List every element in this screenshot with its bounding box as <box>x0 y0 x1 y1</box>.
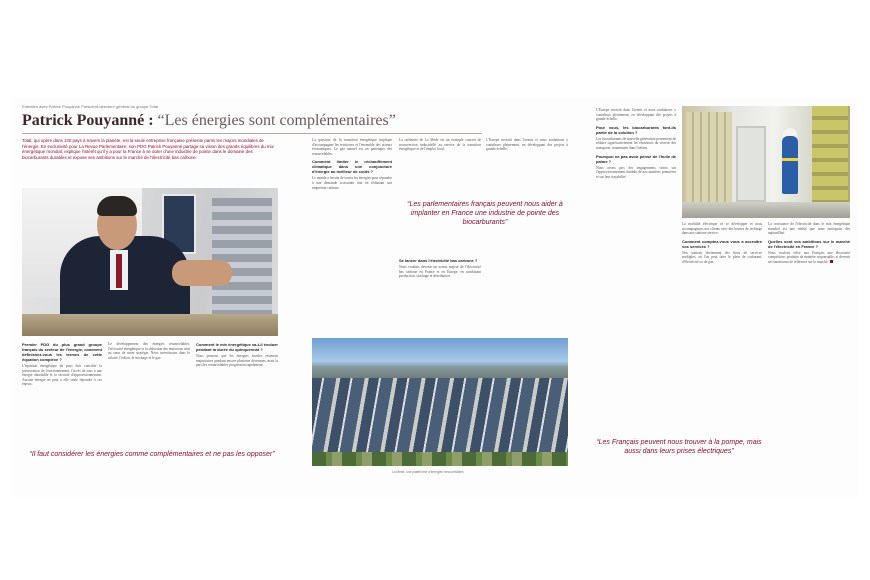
answer-text: Les biocarburants de nouvelle génération permettent de réduire significativement les émissions du secteur des transports, notamment dans l'aérien. <box>596 136 676 150</box>
text-column-9 <box>768 222 850 268</box>
text-column-7 <box>596 108 676 182</box>
solar-farm-photo <box>312 338 568 466</box>
question-heading: Comment comptez-vous vous a accroître vos services ? <box>682 238 762 249</box>
headline-name: Patrick Pouyanné : <box>22 112 154 129</box>
text-column-3 <box>196 342 278 371</box>
answer-text: L'Europe investit dans l'avenir et nous souhaitons y contribuer pleinement, en développant des projets à grande échelle. <box>486 138 568 152</box>
answer-text: La question de la transition énergétique implique d'accompagner les territoires et l'ensemble des acteurs économiques. Le gaz naturel est un partenaire des renouvelables. <box>312 138 392 156</box>
answer-text-final: Nous voulons offrir aux Français une électricité compétitive, produite de manière responsable, et devenir un fournisseur de référence sur le marché. <box>768 250 850 264</box>
question-heading: Quelles sont vos ambitions sur le marché de l'électricité en France ? <box>768 238 850 249</box>
text-column-5 <box>399 138 481 155</box>
answer-text: Le développement des énergies renouvelables, l'efficacité énergétique et la réduction des émissions sont au cœur de notre stratégie. Nous investissons dans le solaire, l'éolien, le stockage et le gaz. <box>108 342 190 360</box>
answer-text <box>768 251 850 265</box>
text-column-2 <box>108 342 190 363</box>
answer-text: Nous avons pris des engagements stricts sur l'approvisionnement durable de nos matières premières et sur leur traçabilité. <box>596 165 676 179</box>
text-column-5b <box>399 258 481 282</box>
ceo-photo <box>22 188 278 336</box>
answer-text: L'équation énergétique du pays doit concilier la préservation de l'environnement, l'accès de tous à une énergie abordable et la sécurité d'approvisionnement. Aucune énergie ne peut à elle seule répondre à ces enjeux. <box>22 364 102 387</box>
article-kicker: Entretien avec Patrick Pouyanné Président-directeur général du groupe Total <box>22 104 159 109</box>
question-heading: Pourquoi ne pas avoir pensé de l'huile de palme ? <box>596 153 676 164</box>
question-heading: Comment le mix énergétique va-t-il évoluer pendant la durée du quinquennat ? <box>196 342 278 352</box>
industrial-plant-photo <box>682 106 850 218</box>
text-column-6 <box>486 138 568 155</box>
end-mark <box>830 260 833 263</box>
answer-text: La raffinerie de La Mède est un exemple concret de reconversion industrielle au service de la transition énergétique et de l'emploi local. <box>399 138 481 152</box>
question-heading: Premier PDG du plus grand groupe français du secteur de l'énergie, comment définissez-vous les termes de cette équation complexe ? <box>22 342 102 362</box>
article-headline <box>22 112 482 130</box>
headline-divider <box>22 133 482 134</box>
answer-text: Le monde a besoin de toutes les énergies pour répondre à une demande croissante tout en réduisant son empreinte carbone. <box>312 176 392 190</box>
pullquote-left: “Il faut considérer les énergies comme complémentaires et ne pas les opposer” <box>29 451 275 458</box>
text-column-1 <box>22 342 102 390</box>
article-intro: Total, qui opère dans 130 pays à travers la planète, est la seule entreprise française présente parmi les majors mondiales de l'énergie. En exclusivité pour La Revue Parlementaire, son PDG Patrick Pouyanné partage sa vision des grands équilibres du mix énergétique mondial, explique l'intérêt qu'il y a pour la France à se doter d'une industrie de pointe dans le domaine des biocarburants durables et expose ses ambitions sur le marché de l'électricité bas carbone. <box>22 138 274 160</box>
question-heading: Se lancer dans l'électricité bas carbone ? <box>399 258 478 263</box>
answer-text: La mobilité électrique va se développer et nous accompagnons nos clients avec des bornes de recharge dans nos stations-service. <box>682 222 762 236</box>
answer-text: Nous voulons devenir un acteur majeur de l'électricité bas carbone en France et en Europe, en combinant production, stockage et distribution. <box>399 265 481 279</box>
text-column-8 <box>682 222 762 268</box>
question-heading: Pour vous, les biocarburants font-ils partie de la solution ? <box>596 124 676 135</box>
text-column-4 <box>312 138 392 193</box>
solar-photo-caption: La Mède, une plateforme d'énergies renouvelables <box>392 470 464 474</box>
answer-text: La croissance de l'électricité dans le mix énergétique mondial est une réalité que nous anticipons dès aujourd'hui. <box>768 222 850 236</box>
headline-quote: “Les énergies sont complémentaires” <box>157 112 396 129</box>
pullquote-right: “Les Français peuvent nous trouver à la pompe, mais aussi dans leurs prises électriques” <box>596 439 762 455</box>
answer-text: Nous pensons que les énergies fossiles resteront majoritaires pendant encore plusieurs décennies, mais la part des renouvelables progressera rapidement. <box>196 354 278 368</box>
magazine-spread <box>12 98 858 498</box>
pullquote-middle: “Les parlementaires français peuvent nous aider à implanter en France une industrie de pointe des biocarburants” <box>407 201 563 226</box>
answer-text: Nos stations deviennent des lieux de services multiples, où l'on peut faire le plein de carburant, d'électricité ou de gaz. <box>682 250 762 264</box>
question-heading: Comment limiter le réchauffement climatique dans une conjoncture d'énergie au meilleur de coûts ? <box>312 159 392 175</box>
answer-text: L'Europe investit dans l'avenir et nous souhaitons y contribuer pleinement, en développant des projets à grande échelle. <box>596 108 676 122</box>
